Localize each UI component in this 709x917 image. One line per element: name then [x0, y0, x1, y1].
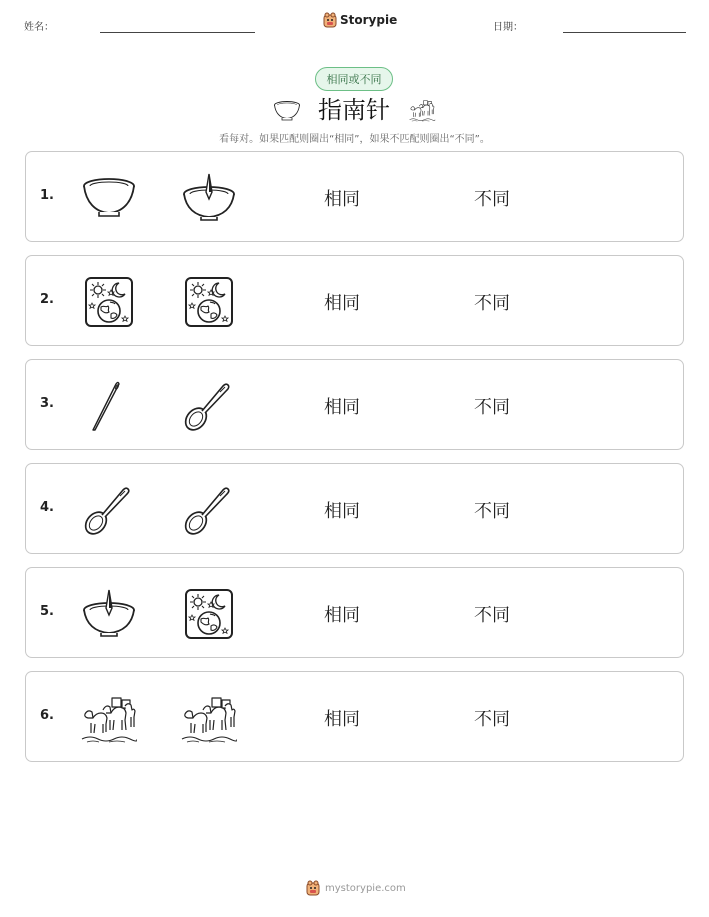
- sun-moon-earth-icon: [181, 276, 237, 328]
- different-option[interactable]: 不同: [474, 293, 510, 314]
- spoon-icon: [81, 484, 137, 536]
- same-option[interactable]: 相同: [324, 293, 360, 314]
- sun-moon-earth-icon: [181, 588, 237, 640]
- bowl-icon: [81, 172, 137, 224]
- name-label: 姓名：: [24, 22, 54, 33]
- different-option[interactable]: 不同: [474, 501, 510, 522]
- needle-icon: [81, 380, 137, 432]
- different-option[interactable]: 不同: [474, 189, 510, 210]
- different-option[interactable]: 不同: [474, 397, 510, 418]
- question-row-5: [25, 567, 684, 658]
- question-row-2: [25, 255, 684, 346]
- same-option[interactable]: 相同: [324, 605, 360, 626]
- compass-icon: [81, 588, 137, 640]
- question-row-3: [25, 359, 684, 450]
- storypie-mascot-icon: [323, 12, 337, 28]
- question-row-4: [25, 463, 684, 554]
- compass-icon: [181, 172, 237, 224]
- question-number: 6.: [40, 708, 54, 723]
- camel-caravan-icon: [81, 692, 137, 744]
- same-option[interactable]: 相同: [324, 189, 360, 210]
- sun-moon-earth-icon: [81, 276, 137, 328]
- instructions: 看每对。如果匹配则圈出“相同”，如果不匹配则圈出“不同”。: [219, 134, 490, 145]
- camel-caravan-icon: [181, 692, 237, 744]
- same-option[interactable]: 相同: [324, 709, 360, 730]
- different-option[interactable]: 不同: [474, 605, 510, 626]
- name-blank-line[interactable]: [100, 32, 255, 33]
- question-number: 2.: [40, 292, 54, 307]
- bowl-icon: [272, 98, 302, 124]
- question-number: 5.: [40, 604, 54, 619]
- spoon-icon: [181, 484, 237, 536]
- same-option[interactable]: 相同: [324, 501, 360, 522]
- different-option[interactable]: 不同: [474, 709, 510, 730]
- storypie-logo: [323, 12, 397, 28]
- question-number: 3.: [40, 396, 54, 411]
- question-row-6: [25, 671, 684, 762]
- question-number: 4.: [40, 500, 54, 515]
- camel-caravan-icon: [406, 98, 438, 122]
- date-label: 日期：: [493, 22, 523, 33]
- footer-url[interactable]: mystorypie.com: [325, 882, 406, 894]
- footer: [306, 880, 406, 896]
- brand-name: Storypie: [340, 13, 398, 27]
- storypie-mascot-icon: [306, 880, 320, 896]
- date-blank-line[interactable]: [563, 32, 686, 33]
- spoon-icon: [181, 380, 237, 432]
- title-row: [0, 94, 709, 126]
- question-number: 1.: [40, 188, 54, 203]
- worksheet-type-badge: 相同或不同: [315, 67, 393, 91]
- same-option[interactable]: 相同: [324, 397, 360, 418]
- page-title: 指南针: [318, 96, 390, 124]
- question-row-1: [25, 151, 684, 242]
